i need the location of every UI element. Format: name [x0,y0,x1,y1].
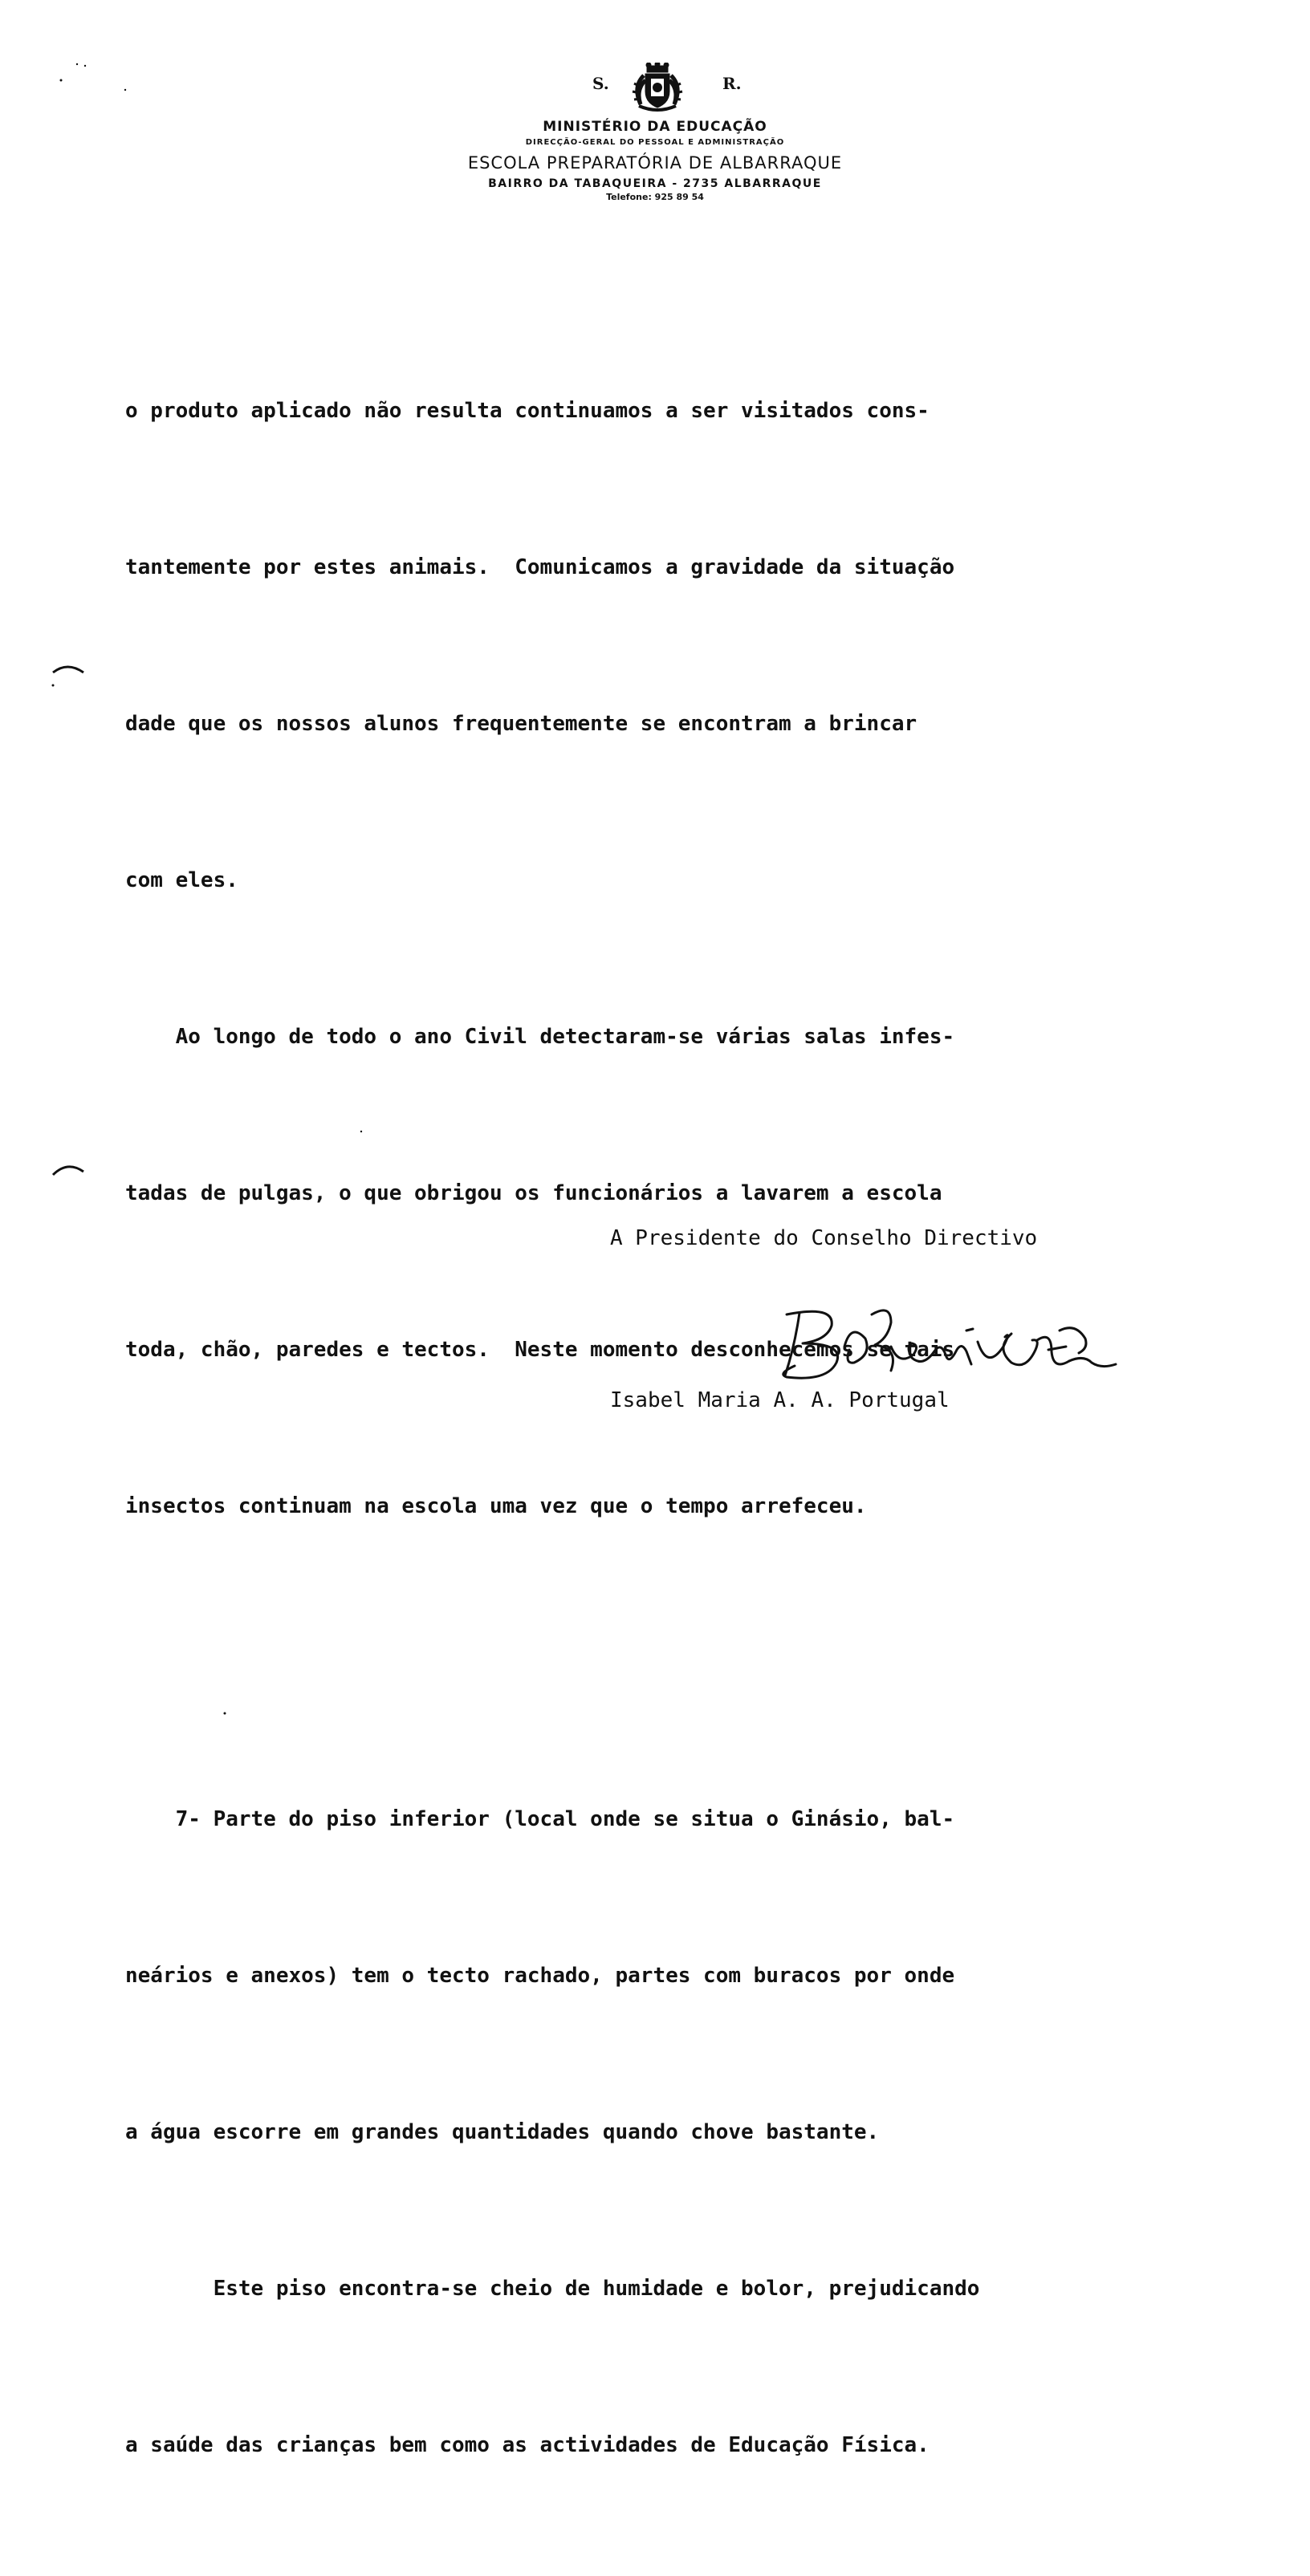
letter-body [125,281,1249,2576]
letterhead-school-name: ESCOLA PREPARATÓRIA DE ALBARRAQUE [467,153,843,173]
scan-artifact [50,1157,90,1189]
letterhead-address: BAIRRO DA TABAQUEIRA - 2735 ALBARRAQUE [488,177,822,190]
body-line: com eles. [125,868,238,892]
letterhead-s: S. [592,74,609,93]
body-line: neários e anexos) tem o tecto rachado, partes com buracos por onde [125,1964,955,1988]
body-line: insectos continuam na escola uma vez que o tempo arrefeceu. [125,1494,867,1518]
scan-artifact [48,658,88,690]
body-line: Este piso encontra-se cheio de humidade e bolor, prejudicando [125,2277,980,2301]
scan-artifact [217,1701,233,1725]
body-line: Ao longo de todo o ano Civil detectaram-se várias salas infes- [125,1025,955,1049]
body-line: a água escorre em grandes quantidades quando chove bastante. [125,2120,880,2144]
body-line: 7- Parte do piso inferior (local onde se situa o Ginásio, bal- [125,1807,955,1831]
scan-artifact [353,1123,369,1140]
paragraph-gap [125,1637,1249,1689]
letterhead-phone: Telefone: 925 89 54 [606,192,704,202]
body-line: tadas de pulgas, o que obrigou os funcionários a lavarem a escola [125,1181,942,1205]
letterhead-ministry: MINISTÉRIO DA EDUCAÇÃO [543,119,767,135]
body-line: toda, chão, paredes e tectos. Neste momento desconhecemos se tais [125,1338,955,1362]
scan-artifact [56,48,153,104]
signatory-title: A Presidente do Conselho Directivo [610,1226,1038,1250]
handwritten-signature-icon [771,1298,1124,1387]
coat-of-arms-icon [629,63,686,112]
body-line: tantemente por estes animais. Comunicamos a gravidade da situação [125,555,955,579]
body-line: o produto aplicado não resulta continuamos a ser visitados cons- [125,399,930,423]
letterhead-sr-row [0,63,1310,112]
body-line: a saúde das crianças bem como as actividades de Educação Física. [125,2433,930,2457]
letterhead-r: R. [722,74,742,93]
letterhead-directorate: DIRECÇÃO-GERAL DO PESSOAL E ADMINISTRAÇÃO [525,138,785,147]
body-line: dade que os nossos alunos frequentemente se encontram a brincar [125,712,917,736]
letterhead [0,63,1310,202]
signer-name: Isabel Maria A. A. Portugal [610,1388,950,1412]
